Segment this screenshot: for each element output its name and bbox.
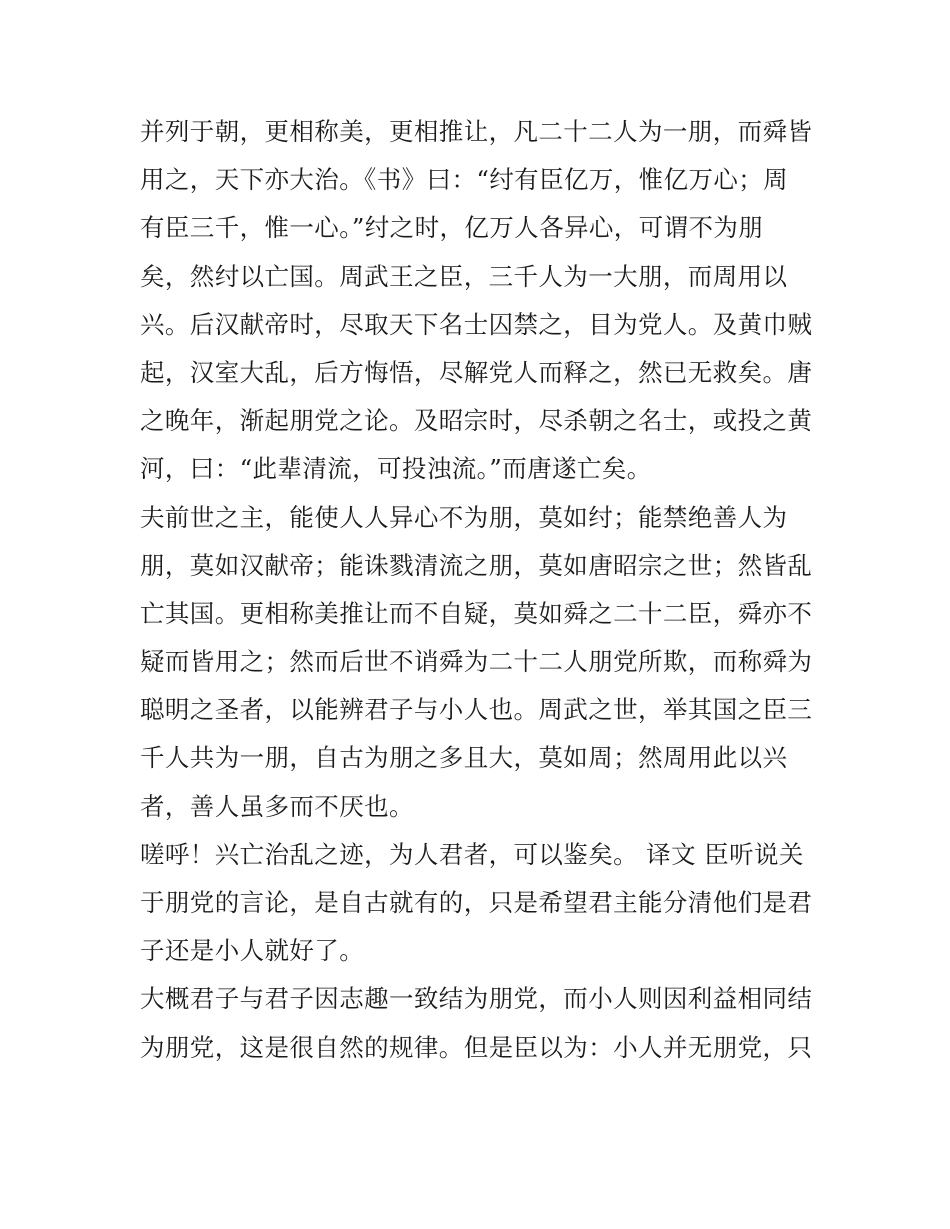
text-line: 夫前世之主，能使人人异心不为朋，莫如纣；能禁绝善人为 <box>140 502 788 532</box>
text-line: 河，曰：“此辈清流，可投浊流。”而唐遂亡矣。 <box>140 454 652 484</box>
document-body <box>140 108 820 1072</box>
text-line: 于朋党的言论，是自古就有的，只是希望君主能分清他们是君 <box>140 888 813 917</box>
text-line: 有臣三千，惟一心。”纣之时，亿万人各异心，可谓不为朋 <box>140 213 764 243</box>
text-line: 千人共为一朋，自古为朋之多且大，莫如周；然周用此以兴 <box>140 743 788 773</box>
text-line: 大概君子与君子因志趣一致结为朋党，而小人则因利益相同结 <box>140 984 813 1014</box>
text-line: 起，汉室大乱，后方悔悟，尽解党人而释之，然已无救矣。唐 <box>140 357 813 387</box>
text-line: 为朋党，这是很自然的规律。但是臣以为：小人并无朋党，只 <box>140 1032 813 1062</box>
text-line: 者，善人虽多而不厌也。 <box>140 791 414 821</box>
text-line: 朋，莫如汉献帝；能诛戮清流之朋，莫如唐昭宗之世；然皆乱 <box>140 550 813 580</box>
text-line: 聪明之圣者，以能辨君子与小人也。周武之世，举其国之臣三 <box>140 695 813 725</box>
text-line: 嗟呼！兴亡治乱之迹，为人君者，可以鉴矣。 译文 臣听说关 <box>140 839 804 869</box>
text-line: 并列于朝，更相称美，更相推让，凡二十二人为一朋，而舜皆 <box>140 117 813 146</box>
text-line: 矣，然纣以亡国。周武王之臣，三千人为一大朋，而周用以 <box>140 261 788 291</box>
text-line: 之晚年，渐起朋党之论。及昭宗时，尽杀朝之名士，或投之黄 <box>140 406 813 436</box>
text-line: 用之，天下亦大治。《书》曰：“纣有臣亿万，惟亿万心；周 <box>140 165 789 195</box>
text-line: 兴。后汉献帝时，尽取天下名士囚禁之，目为党人。及黄巾贼 <box>140 309 813 339</box>
text-line: 疑而皆用之；然而后世不诮舜为二十二人朋党所欺，而称舜为 <box>140 647 813 677</box>
text-line: 子还是小人就好了。 <box>140 936 365 966</box>
text-line: 亡其国。更相称美推让而不自疑，莫如舜之二十二臣，舜亦不 <box>140 598 813 628</box>
